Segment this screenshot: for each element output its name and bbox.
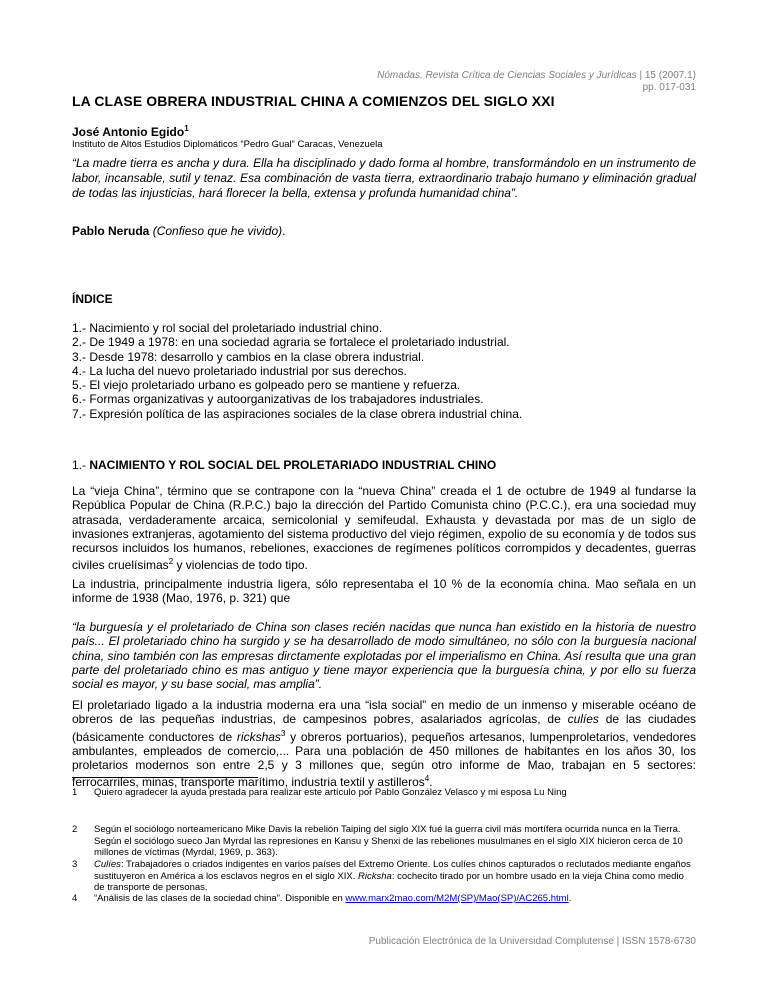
- index-item: 7.- Expresión política de las aspiraciones sociales de la clase obrera industrial china.: [72, 406, 523, 421]
- footnote-text: Según el sociólogo norteamericano Mike Davis la rebelión Taiping del siglo XIX fué la guerra civil más mortífera ocurrida nunca en la Tierra. Según el sociólogo sueco Jan Myrdal las represiones en Kansu y Shenxi de las rebeliones musulmanes en el siglo XIX hicieron cerca de 10 millones de víctimas (Myrdal, 1969, p. 363).: [94, 824, 683, 858]
- footnote-number: 1: [72, 787, 78, 798]
- index-item: 4.- La lucha del nuevo proletariado industrial por sus derechos.: [72, 363, 407, 378]
- section-title: NACIMIENTO Y ROL SOCIAL DEL PROLETARIADO INDUSTRIAL CHINO: [89, 458, 497, 472]
- footnote-term: Culíes: [94, 859, 121, 870]
- journal-name: Nómadas. Revista Crítica de Ciencias Sociales y Jurídicas: [377, 70, 637, 81]
- epigraph-text: “La madre tierra es ancha y dura. Ella ha disciplinado y dado forma al hombre, transformándolo en un instrumento de labor, incansable, sutil y tenaz. Esa combinación de vasta tierra, extraordinario trabajo humano y eliminación gradual de todas las injusticias, hará florecer la bella, extensa y profunda humanidad china”.: [72, 156, 696, 200]
- author-institution: Instituto de Altos Estudios Diplomáticos “Pedro Gual” Caracas, Venezuela: [72, 139, 383, 150]
- paragraph-3-text-c: y obreros portuarios), pequeños artesanos, lumpenproletarios, vendedores ambulantes, empleados de comercio,... Para una población de 450 millones de habitantes en los años 30, los proletarios modernos son entre 2,5 y 3 millones que, según otro informe de Mao, trabajan en 5 sectores: ferrocarriles, minas, transporte marítimo, industria textil y astilleros: [72, 729, 696, 790]
- paragraph-3-text-b: de las ciudades (básicamente conductores de: [72, 712, 696, 744]
- paragraph-1: [72, 484, 696, 573]
- marx2mao-link[interactable]: www.marx2mao.com/M2M(SP)/Mao(SP)/AC265.html: [345, 893, 569, 904]
- term-rickshas: rickshas: [236, 729, 281, 744]
- footnote-4: [72, 893, 696, 905]
- footnote-text: Quiero agradecer la ayuda prestada para realizar este artículo por Pablo González Velasco y mi esposa Lu Ning: [94, 787, 567, 798]
- footnote-2: [72, 824, 696, 859]
- footnote-number: 2: [72, 824, 78, 835]
- epigraph-source: (Confieso que he vivido): [152, 224, 283, 238]
- block-quote: “la burguesía y el proletariado de China son clases recién nacidas que nunca han existido en la historia de nuestro país... El proletariado chino ha surgido y se ha desarrollado de modo simultáneo, no sólo con la burguesía nacional china, sino también con las empresas dirctamente explotadas por el imperialismo en China. Así resulta que una gran parte del proletariado chino es mas antiguo y tiene mayor experiencia que la burguesía china, y por ello su fuerza social es mayor, y su base social, mas amplia”.: [72, 620, 696, 692]
- author-line: [72, 124, 189, 139]
- footnote-term: Ricksha: [358, 870, 392, 882]
- paragraph-2: La industria, principalmente industria ligera, sólo representaba el 10 % de la economía china. Mao señala en un informe de 1938 (Mao, 1976, p. 321) que: [72, 577, 696, 606]
- term-culies: culíes: [567, 712, 599, 727]
- footnote-ref-4[interactable]: 4: [424, 774, 430, 784]
- footnote-text: [94, 893, 696, 905]
- index-item: 2.- De 1949 a 1978: en una sociedad agraria se fortalece el proletariado industrial.: [72, 335, 510, 350]
- epigraph-author: Pablo Neruda: [72, 224, 150, 238]
- journal-issue: | 15 (2007.1): [636, 70, 696, 81]
- footnote-ref-3[interactable]: 3: [280, 728, 286, 738]
- footnote-text-b: : cochecito tirado por un hombre usado en la vieja China como medio de transporte de personas.: [94, 870, 684, 893]
- paragraph-1-end: y violencias de todo tipo.: [173, 558, 308, 573]
- journal-header: [377, 70, 696, 94]
- footnote-text-end: .: [568, 893, 572, 904]
- paragraph-3-text-a: El proletariado ligado a la industria moderna era una “isla social” en medio de un inmenso y miserable océano de obreros de las pequeñas industrias, de campesinos pobres, asalariados agrícolas, de: [72, 698, 696, 727]
- paragraph-3-end: .: [429, 775, 433, 790]
- article-title: LA CLASE OBRERA INDUSTRIAL CHINA A COMIENZOS DEL SIGLO XXI: [72, 93, 555, 109]
- footnote-text: [94, 859, 696, 894]
- index-item: 1.- Nacimiento y rol social del proletariado industrial chino.: [72, 321, 383, 335]
- page-footer: Publicación Electrónica de la Universidad Complutense | ISSN 1578-6730: [368, 936, 696, 947]
- footnote-separator: [72, 777, 258, 778]
- section-number: 1.-: [72, 458, 90, 472]
- footnote-number: 3: [72, 859, 78, 870]
- paragraph-1-text: La “vieja China”, término que se contrapone con la “nueva China” creada el 1 de octubre de 1949 al fundarse la República Popular de China (R.P.C.) bajo la dirección del Partido Comunista chino (P.C.C.), era una sociedad muy atrasada, verdaderamente arcaica, semicolonial y semifeudal. Exhausta y devastada por mas de un siglo de invasiones extranjeras, agotamiento del sistema productivo del viejo régimen, expolio de su economía y de todos sus recursos incluidos los humanos, rebeliones, exacciones de regímenes políticos corrompidos y decadentes, guerras civiles cruelísimas: [72, 484, 696, 573]
- paragraph-3: [72, 698, 696, 790]
- footnote-1: [72, 787, 696, 799]
- index-list: [72, 321, 522, 421]
- index-item: 5.- El viejo proletariado urbano es golpeado pero se mantiene y refuerza.: [72, 378, 461, 393]
- index-heading: ÍNDICE: [72, 292, 113, 306]
- footnote-text-a: : Trabajadores o criados indigentes en varios países del Extremo Oriente. Los culíes chinos capturados o reclutados mediante engaños sustituyeron en América a los esclavos negros en el siglo XIX.: [94, 859, 691, 882]
- author-footnote-ref[interactable]: 1: [184, 124, 189, 133]
- footnote-ref-2[interactable]: 2: [168, 557, 174, 567]
- footnote-3: [72, 859, 696, 894]
- journal-pages: pp. 017-031: [642, 82, 696, 93]
- epigraph-attribution: [72, 224, 285, 238]
- author-name: José Antonio Egido: [72, 125, 185, 139]
- index-item: 6.- Formas organizativas y autoorganizativas de los trabajadores industriales.: [72, 392, 484, 407]
- epigraph-end: .: [282, 224, 286, 238]
- section-heading: [72, 458, 496, 472]
- footnote-number: 4: [72, 893, 78, 904]
- index-item: 3.- Desde 1978: desarrollo y cambios en la clase obrera industrial.: [72, 349, 425, 364]
- footnote-text-a: “Análisis de las clases de la sociedad china”. Disponible en: [94, 893, 346, 904]
